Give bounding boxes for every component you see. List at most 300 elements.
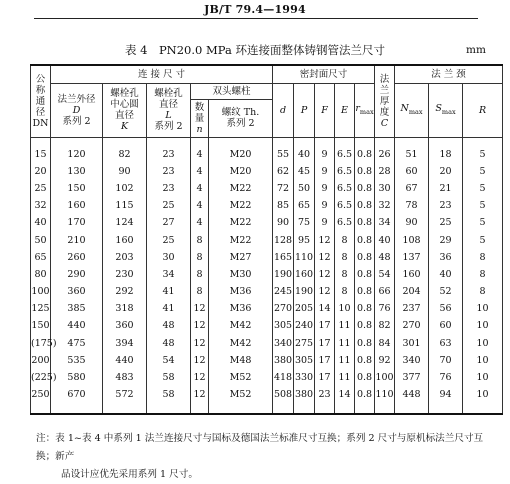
table-cell: 108 [395,231,429,248]
table-row [31,231,503,248]
table-cell: M36 [209,300,273,317]
table-cell: 0.8 [355,335,375,352]
table-cell: 4 [191,163,209,180]
table-cell: 5 [463,163,503,180]
table-row [31,369,503,386]
table-cell: 10 [463,369,503,386]
table-cell: 40 [375,231,395,248]
col-header-thk-2: 厚 [379,95,390,107]
table-cell: 120 [51,146,103,163]
table-cell: 63 [429,335,463,352]
table-cell: 17 [315,335,335,352]
table-cell: 12 [191,386,209,403]
table-cell: 8 [463,266,503,283]
table-cell: 12 [315,283,335,300]
table-row [31,266,503,283]
table-row [31,352,503,369]
table-cell: 23 [429,197,463,214]
table-cell: M22 [209,214,273,231]
table-cell: 340 [273,335,294,352]
table-cell: 8 [463,283,503,300]
table-cell: 580 [51,369,103,386]
table-cell: 130 [51,163,103,180]
table-cell: 15 [31,146,51,163]
table-cell: 260 [51,249,103,266]
col-header-outer-diameter [51,83,103,137]
table-cell: 360 [51,283,103,300]
table-cell: 670 [51,386,103,403]
col-header-thread-0: 螺纹 Th. [221,107,260,118]
table-cell: 5 [463,197,503,214]
table-caption: 表 4 PN20.0 MPa 环连接面整体铸钢管法兰尺寸 [124,43,386,57]
table-cell: 45 [294,163,315,180]
table-cell: 32 [31,197,51,214]
table-cell: 275 [294,335,315,352]
col-header-thk-0: 法 [379,73,390,85]
table-cell: 292 [103,283,147,300]
table-cell: 11 [335,369,355,386]
table-cell: 204 [395,283,429,300]
col-header-s-symbol: S [435,102,442,114]
table-row [31,180,503,197]
table-cell: 11 [335,317,355,334]
table-cell: 100 [375,369,395,386]
table-cell: 8 [191,249,209,266]
table-cell: M48 [209,352,273,369]
table-cell: 20 [31,163,51,180]
table-cell: 11 [335,352,355,369]
table-cell: 29 [429,231,463,248]
col-header-qty-0: 数 [194,101,205,113]
table-cell: 6.5 [335,146,355,163]
table-cell: 12 [191,352,209,369]
col-header-bolt-circle [103,83,147,137]
table-cell: 14 [315,300,335,317]
table-cell: 203 [103,249,147,266]
col-group-neck: 法 兰 颈 [395,65,503,83]
table-cell: 0.8 [355,197,375,214]
table-cell: 9 [315,163,335,180]
table-cell: 12 [191,369,209,386]
table-cell: 165 [273,249,294,266]
table-cell: 0.8 [355,146,375,163]
table-cell: 58 [147,386,191,403]
col-header-quantity [191,99,209,137]
col-header-thk-1: 兰 [379,84,390,96]
table-cell: 340 [395,352,429,369]
table-cell: 150 [31,317,51,334]
col-header-bcd-2: 直径 [114,110,134,121]
table-cell: 82 [103,146,147,163]
table-cell: 60 [429,317,463,334]
table-cell: 52 [429,283,463,300]
table-cell: 34 [147,266,191,283]
table-cell: 12 [315,231,335,248]
table-spacer-row [31,403,503,414]
table-body [31,137,503,414]
table-cell: 6.5 [335,180,355,197]
table-cell: 65 [294,197,315,214]
table-cell: 20 [429,163,463,180]
table-cell: 250 [31,386,51,403]
table-cell: 137 [395,249,429,266]
table-cell: 78 [395,197,429,214]
table-cell: 23 [147,180,191,197]
table-cell: M22 [209,231,273,248]
table-cell: M42 [209,335,273,352]
table-cell: 58 [147,369,191,386]
table-row [31,249,503,266]
table-cell: 535 [51,352,103,369]
table-cell: 90 [395,214,429,231]
col-header-qty-2: n [196,123,203,135]
col-header-thread [209,99,273,137]
table-note [36,430,496,484]
table-cell: 82 [375,317,395,334]
col-group-stud-bolt: 双头螺柱 [191,83,273,99]
table-cell: 90 [273,214,294,231]
table-note-line-2: 品设计应优先采用系列 1 尺寸。 [61,469,198,480]
table-cell: 8 [191,283,209,300]
table-cell: 8 [191,266,209,283]
table-cell: 10 [463,300,503,317]
table-cell: 102 [103,180,147,197]
table-cell: 210 [51,231,103,248]
table-cell: 12 [315,249,335,266]
table-cell: 48 [147,335,191,352]
col-header-thk-4: C [380,117,389,129]
col-header-thickness [375,65,395,137]
col-header-dn-1: 称 [35,84,46,96]
col-header-dn-3: 径 [35,106,46,118]
table-cell: 94 [429,386,463,403]
col-header-dn-2: 通 [35,95,46,107]
col-header-r-max [355,83,375,137]
table-cell: 160 [395,266,429,283]
table-cell: 305 [273,317,294,334]
table-cell: 80 [31,266,51,283]
col-header-dn-0: 公 [35,73,46,85]
document-header-id: JB/T 79.4—1994 [204,3,306,16]
table-cell: 12 [315,266,335,283]
table-cell: 418 [273,369,294,386]
table-cell: 125 [31,300,51,317]
col-group-connection: 连 接 尺 寸 [51,65,273,83]
table-cell: 377 [395,369,429,386]
table-cell: 72 [273,180,294,197]
table-cell: 70 [429,352,463,369]
table-cell: 23 [147,146,191,163]
table-cell: 0.8 [355,231,375,248]
table-cell: 50 [294,180,315,197]
table-cell: 190 [273,266,294,283]
table-cell: 270 [395,317,429,334]
col-header-s-max [429,83,463,137]
table-cell: 25 [429,214,463,231]
table-cell: 18 [429,146,463,163]
col-header-n-symbol: N [400,102,409,114]
table-cell: 11 [335,335,355,352]
table-cell: 10 [463,317,503,334]
table-cell: 60 [395,163,429,180]
table-cell: M52 [209,386,273,403]
table-cell: 205 [294,300,315,317]
table-cell: 10 [335,300,355,317]
table-cell: 34 [375,214,395,231]
table-cell: 27 [147,214,191,231]
table-row [31,163,503,180]
table-cell: 5 [463,146,503,163]
table-cell: 76 [375,300,395,317]
table-cell: 95 [294,231,315,248]
table-cell: 440 [51,317,103,334]
table-cell: 66 [375,283,395,300]
table-cell: 6.5 [335,214,355,231]
table-cell: 9 [315,180,335,197]
col-header-r-symbol: r [355,102,360,114]
table-cell: 9 [315,146,335,163]
table-spacer-row [31,137,503,146]
table-cell: 128 [273,231,294,248]
table-cell: 190 [294,283,315,300]
table-cell: 115 [103,197,147,214]
table-cell: 0.8 [355,352,375,369]
table-cell: 100 [31,283,51,300]
table-cell: 4 [191,214,209,231]
table-cell: 448 [395,386,429,403]
table-cell: M30 [209,266,273,283]
table-cell: 85 [273,197,294,214]
table-cell: 30 [375,180,395,197]
table-cell: 84 [375,335,395,352]
col-header-thread-1: 系列 2 [226,118,255,129]
table-cell: 9 [315,214,335,231]
col-header-hole-1: 直径 [158,99,178,110]
table-cell: 41 [147,283,191,300]
table-cell: 40 [294,146,315,163]
table-cell: 17 [315,317,335,334]
flange-dimension-table [30,64,503,415]
table-cell: 9 [315,197,335,214]
table-cell: 8 [335,283,355,300]
table-cell: 290 [51,266,103,283]
table-cell: 4 [191,146,209,163]
table-cell: 41 [147,300,191,317]
table-cell: M22 [209,197,273,214]
table-cell: 110 [375,386,395,403]
table-cell: 160 [103,231,147,248]
table-row [31,335,503,352]
table-cell: 0.8 [355,300,375,317]
table-cell: 54 [375,266,395,283]
table-cell: 0.8 [355,283,375,300]
table-cell: 6.5 [335,163,355,180]
col-header-neck-radius: R [463,83,503,137]
table-cell: 26 [375,146,395,163]
table-cell: 8 [335,231,355,248]
col-header-hole-diameter [147,83,191,137]
col-header-qty-1: 量 [194,112,205,124]
table-cell: 508 [273,386,294,403]
table-cell: 10 [463,386,503,403]
col-header-dn [31,65,51,137]
col-header-f: F [315,83,335,137]
col-group-sealing: 密封面尺寸 [273,65,375,83]
table-cell: 110 [294,249,315,266]
col-header-od-1: D [72,104,81,116]
col-header-hole-2: L [165,110,172,121]
col-header-p: P [294,83,315,137]
table-cell: 160 [294,266,315,283]
table-cell: 318 [103,300,147,317]
col-header-thk-3: 度 [379,106,390,118]
table-cell: 23 [147,163,191,180]
table-cell: 5 [463,180,503,197]
table-cell: 380 [294,386,315,403]
col-header-r-sub: max [359,107,374,116]
table-cell: 270 [273,300,294,317]
table-cell: 40 [429,266,463,283]
table-cell: 8 [335,249,355,266]
col-header-e: E [335,83,355,137]
table-cell: 17 [315,369,335,386]
table-cell: 124 [103,214,147,231]
table-cell: 8 [463,249,503,266]
table-cell: M22 [209,180,273,197]
table-cell: 0.8 [355,369,375,386]
table-row [31,197,503,214]
table-cell: 150 [51,180,103,197]
table-cell: 572 [103,386,147,403]
table-cell: 28 [375,163,395,180]
col-header-hole-0: 螺栓孔 [154,88,183,99]
table-cell: (175) [31,335,51,352]
table-cell: 54 [147,352,191,369]
table-cell: 48 [147,317,191,334]
table-cell: 65 [31,249,51,266]
table-cell: M27 [209,249,273,266]
table-cell: 90 [103,163,147,180]
unit-label: mm [466,44,486,56]
table-cell: 385 [51,300,103,317]
table-cell: 10 [463,352,503,369]
table-cell: 25 [147,197,191,214]
table-cell: 62 [273,163,294,180]
table-row [31,300,503,317]
col-header-od-2: 系列 2 [62,115,91,127]
table-cell: 5 [463,214,503,231]
table-cell: 56 [429,300,463,317]
col-header-s-sub: max [441,107,456,116]
table-cell: 25 [147,231,191,248]
table-row [31,146,503,163]
table-cell: 160 [51,197,103,214]
col-header-n-sub: max [408,107,423,116]
table-cell: 12 [191,335,209,352]
table-cell: 67 [395,180,429,197]
table-cell: 6.5 [335,197,355,214]
table-cell: 301 [395,335,429,352]
table-cell: 8 [191,231,209,248]
table-cell: 360 [103,317,147,334]
table-cell: 51 [395,146,429,163]
table-cell: 10 [463,335,503,352]
table-row [31,386,503,403]
table-cell: (225) [31,369,51,386]
col-header-bcd-1: 中心圆 [110,99,139,110]
table-cell: 92 [375,352,395,369]
col-header-d: d [273,83,294,137]
table-row [31,283,503,300]
table-cell: 30 [147,249,191,266]
table-cell: 0.8 [355,266,375,283]
table-cell: 4 [191,197,209,214]
table-cell: 32 [375,197,395,214]
col-header-hole-3: 系列 2 [154,121,183,132]
table-cell: 305 [294,352,315,369]
table-cell: 440 [103,352,147,369]
table-cell: M20 [209,146,273,163]
table-cell: 76 [429,369,463,386]
col-header-bcd-3: K [120,121,129,132]
table-cell: 36 [429,249,463,266]
table-cell: M52 [209,369,273,386]
table-cell: 48 [375,249,395,266]
table-cell: 25 [31,180,51,197]
table-cell: 14 [335,386,355,403]
table-cell: 50 [31,231,51,248]
table-cell: 237 [395,300,429,317]
table-cell: M20 [209,163,273,180]
table-cell: 75 [294,214,315,231]
table-cell: 12 [191,300,209,317]
table-row [31,317,503,334]
table-cell: 0.8 [355,163,375,180]
table-cell: 170 [51,214,103,231]
table-cell: 245 [273,283,294,300]
col-header-bcd-0: 螺栓孔 [110,88,139,99]
table-cell: 8 [335,266,355,283]
table-cell: 21 [429,180,463,197]
table-cell: 12 [191,317,209,334]
header-rule [34,18,478,19]
table-cell: 380 [273,352,294,369]
table-cell: 17 [315,352,335,369]
table-cell: 483 [103,369,147,386]
table-cell: 0.8 [355,249,375,266]
table-cell: 475 [51,335,103,352]
table-note-line-1: 注：表 1~表 4 中系列 1 法兰连接尺寸与国标及德国法兰标准尺寸互换；系列 2 尺寸与原机标法兰尺寸互换；新产 [36,433,484,462]
table-cell: 55 [273,146,294,163]
col-header-od-0: 法兰外径 [57,93,96,105]
table-cell: 5 [463,231,503,248]
table-cell: M42 [209,317,273,334]
table-cell: 0.8 [355,317,375,334]
table-cell: 0.8 [355,180,375,197]
table-cell: 23 [315,386,335,403]
table-cell: M36 [209,283,273,300]
table-row [31,214,503,231]
col-header-dn-4: DN [32,117,49,129]
table-cell: 240 [294,317,315,334]
col-header-n-max [395,83,429,137]
table-cell: 230 [103,266,147,283]
table-cell: 4 [191,180,209,197]
table-cell: 0.8 [355,386,375,403]
table-cell: 0.8 [355,214,375,231]
table-cell: 200 [31,352,51,369]
table-cell: 394 [103,335,147,352]
